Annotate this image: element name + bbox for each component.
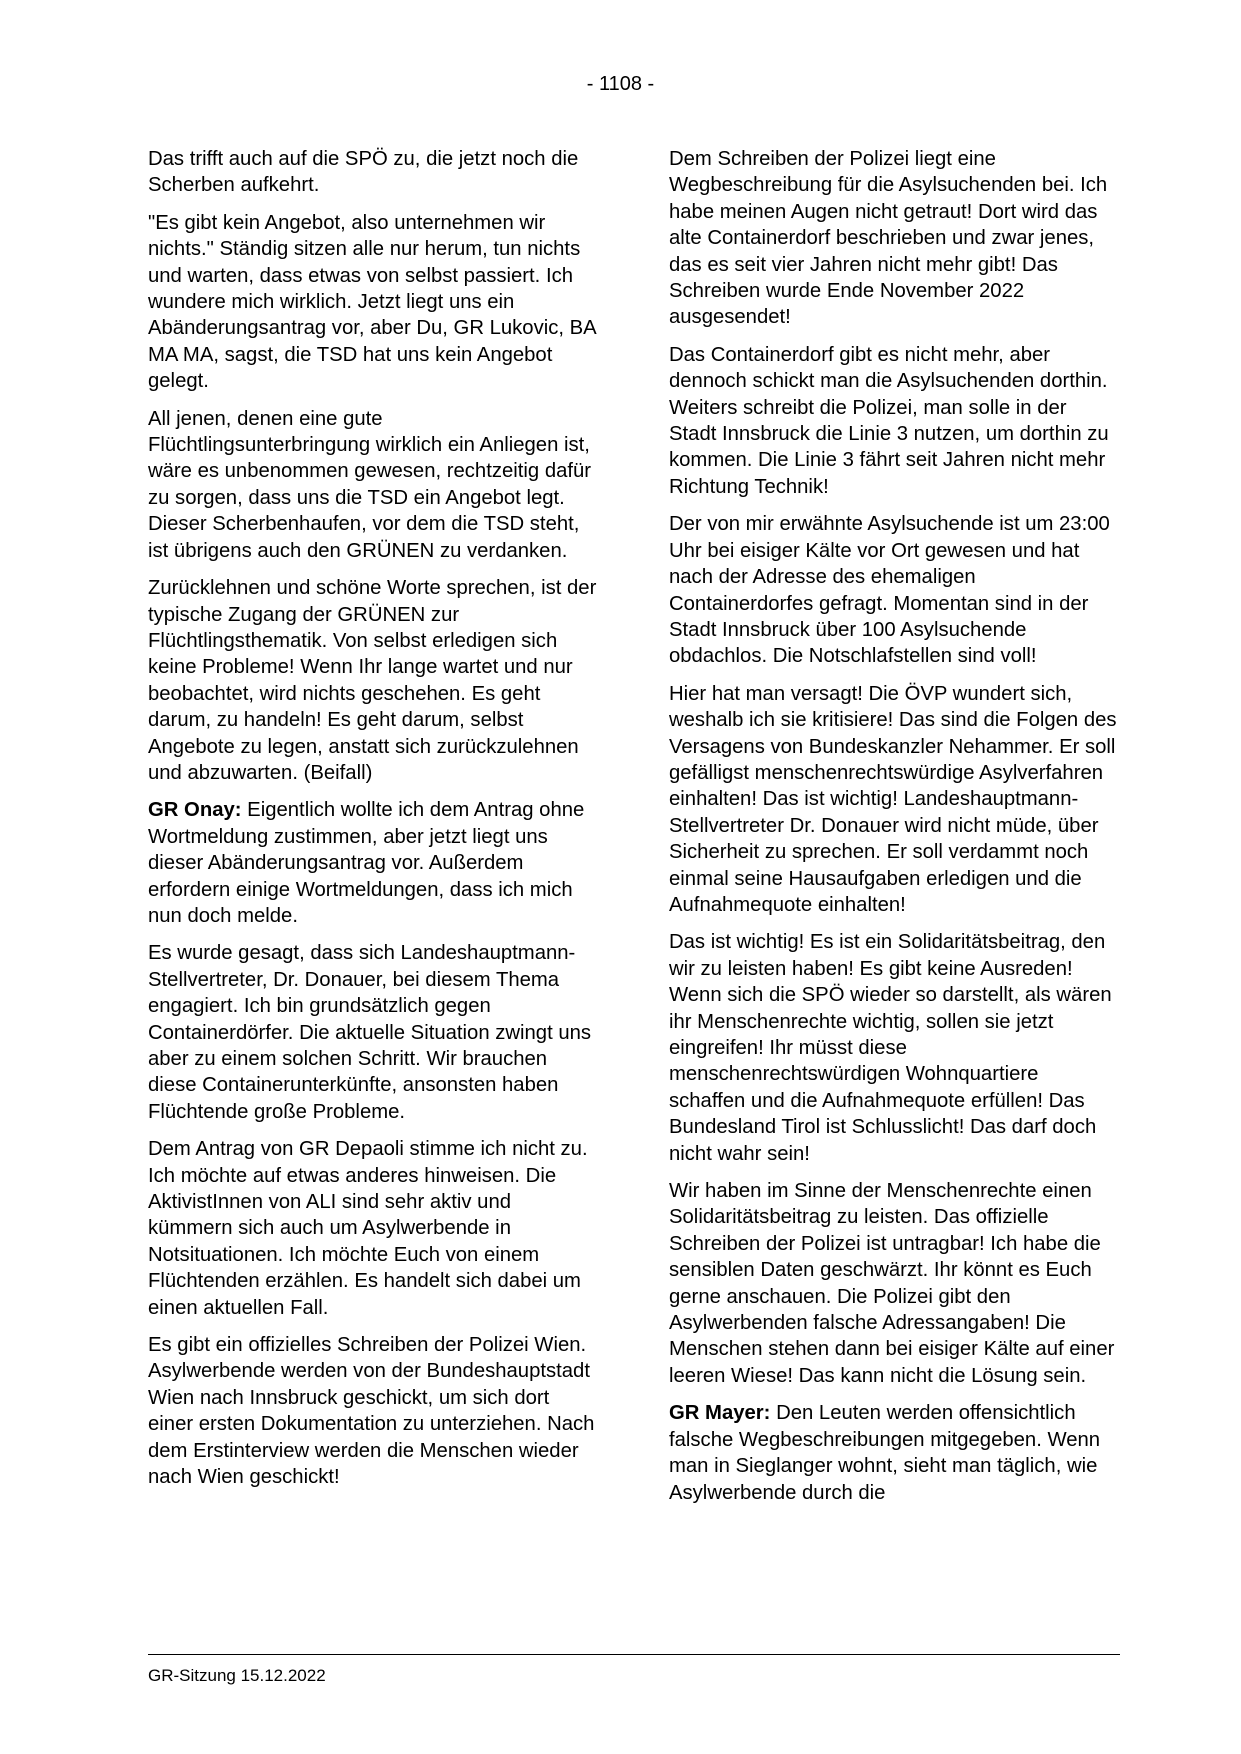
paragraph: Es wurde gesagt, dass sich Landeshauptmann-Stellvertreter, Dr. Donauer, bei diesem Thema engagiert. Ich bin grundsätzlich gegen Containerdörfer. Die aktuelle Situation zwingt uns aber zu einem solchen Schritt. Wir brauchen diese Containerunterkünfte, ansonsten haben Flüchtende große Probleme. <box>148 942 592 1123</box>
speaker-name: GR Mayer: <box>669 1402 771 1425</box>
paragraph: Dem Antrag von GR Depaoli stimme ich nicht zu. Ich möchte auf etwas anderes hinweisen. Die AktivistInnen von ALI sind sehr aktiv und kümmern sich auch um Asylwerbende in Notsituationen. Ich möchte Euch von einem Flüchtenden erzählen. Es handelt sich dabei um einen aktuellen Fall. <box>148 1138 588 1319</box>
paragraph: Es gibt ein offizielles Schreiben der Polizei Wien. Asylwerbende werden von der Bundeshauptstadt Wien nach Innsbruck geschickt, um sich dort einer ersten Dokumentation zu unterziehen. Nach dem Erstinterview werden die Menschen wieder nach Wien geschickt! <box>148 1334 595 1489</box>
paragraph: Wir haben im Sinne der Menschenrechte einen Solidaritätsbeitrag zu leisten. Das offizielle Schreiben der Polizei ist untragbar! Ich habe die sensiblen Daten geschwärzt. Ihr könnt es Euch gerne anschauen. Die Polizei gibt den Asylwerbenden falsche Adressangaben! Die Menschen stehen dann bei eisiger Kälte auf einer leeren Wiese! Das kann nicht die Lösung sein. <box>669 1180 1115 1387</box>
footer-session-date: GR-Sitzung 15.12.2022 <box>148 1666 326 1685</box>
paragraph: Der von mir erwähnte Asylsuchende ist um 23:00 Uhr bei eisiger Kälte vor Ort gewesen und hat nach der Adresse des ehemaligen Containerdorfes gefragt. Momentan sind in der Stadt Innsbruck über 100 Asylsuchende obdachlos. Die Notschlafstellen sind voll! <box>669 513 1110 668</box>
speaker-paragraph <box>669 1400 1119 1506</box>
paragraph: Das Containerdorf gibt es nicht mehr, aber dennoch schickt man die Asylsuchenden dorthin. Weiters schreibt die Polizei, man solle in der Stadt Innsbruck die Linie 3 nutzen, um dorthin zu kommen. Die Linie 3 fährt seit Jahren nicht mehr Richtung Technik! <box>669 343 1109 498</box>
page-number: - 1108 - <box>586 73 655 95</box>
speaker-text: Eigentlich wollte ich dem Antrag ohne Wortmeldung zustimmen, aber jetzt liegt uns dieser Abänderungsantrag vor. Außerdem erfordern einige Wortmeldungen, dass ich mich nun doch melde. <box>148 799 585 927</box>
paragraph: Das trifft auch auf die SPÖ zu, die jetzt noch die Scherben aufkehrt. <box>148 148 579 197</box>
right-column <box>669 146 1119 1517</box>
paragraph: Dem Schreiben der Polizei liegt eine Wegbeschreibung für die Asylsuchenden bei. Ich habe meinen Augen nicht getraut! Dort wird das alte Containerdorf beschrieben und zwar jenes, das es seit vier Jahren nicht mehr gibt! Das Schreiben wurde Ende November 2022 ausgesendet! <box>669 148 1108 329</box>
paragraph: Hier hat man versagt! Die ÖVP wundert sich, weshalb ich sie kritisiere! Das sind die Folgen des Versagens von Bundeskanzler Nehammer. Er soll gefälligst menschenrechtswürdige Asylverfahren einhalten! Das ist wichtig! Landeshauptmann-Stellvertreter Dr. Donauer wird nicht müde, über Sicherheit zu sprechen. Er soll verdammt noch einmal seine Hausaufgaben erledigen und die Aufnahmequote einhalten! <box>669 682 1117 916</box>
paragraph: Das ist wichtig! Es ist ein Solidaritätsbeitrag, den wir zu leisten haben! Es gibt keine Ausreden! Wenn sich die SPÖ wieder so darstellt, als wären ihr Menschenrechte wichtig, sollen sie jetzt eingreifen! Ihr müsst diese menschenrechtswürdigen Wohnquartiere schaffen und die Aufnahmequote erfüllen! Das Bundesland Tirol ist Schlusslicht! Das darf doch nicht wahr sein! <box>669 931 1112 1165</box>
left-column <box>148 146 598 1502</box>
paragraph: Zurücklehnen und schöne Worte sprechen, ist der typische Zugang der GRÜNEN zur Flüchtlingsthematik. Von selbst erledigen sich keine Probleme! Wenn Ihr lange wartet und nur beobachtet, wird nichts geschehen. Es geht darum, zu handeln! Es geht darum, selbst Angebote zu legen, anstatt sich zurückzulehnen und abzuwarten. (Beifall) <box>148 577 597 784</box>
paragraph: "Es gibt kein Angebot, also unternehmen wir nichts." Ständig sitzen alle nur herum, tun nichts und warten, dass etwas von selbst passiert. Ich wundere mich wirklich. Jetzt liegt uns ein Abänderungsantrag vor, aber Du, GR Lukovic, BA MA MA, sagst, die TSD hat uns kein Angebot gelegt. <box>148 211 596 393</box>
speaker-paragraph <box>148 797 598 929</box>
speaker-name: GR Onay: <box>148 799 242 822</box>
footer-divider <box>148 1654 1120 1655</box>
speaker-text: Den Leuten werden offensichtlich falsche Wegbeschreibungen mitgegeben. Wenn man in Sieglanger wohnt, sieht man täglich, wie Asylwerbende durch die <box>669 1402 1101 1504</box>
paragraph: All jenen, denen eine gute Flüchtlingsunterbringung wirklich ein Anliegen ist, wäre es unbenommen gewesen, rechtzeitig dafür zu sorgen, dass uns die TSD ein Angebot legt. Dieser Scherbenhaufen, vor dem die TSD steht, ist übrigens auch den GRÜNEN zu verdanken. <box>148 407 592 562</box>
